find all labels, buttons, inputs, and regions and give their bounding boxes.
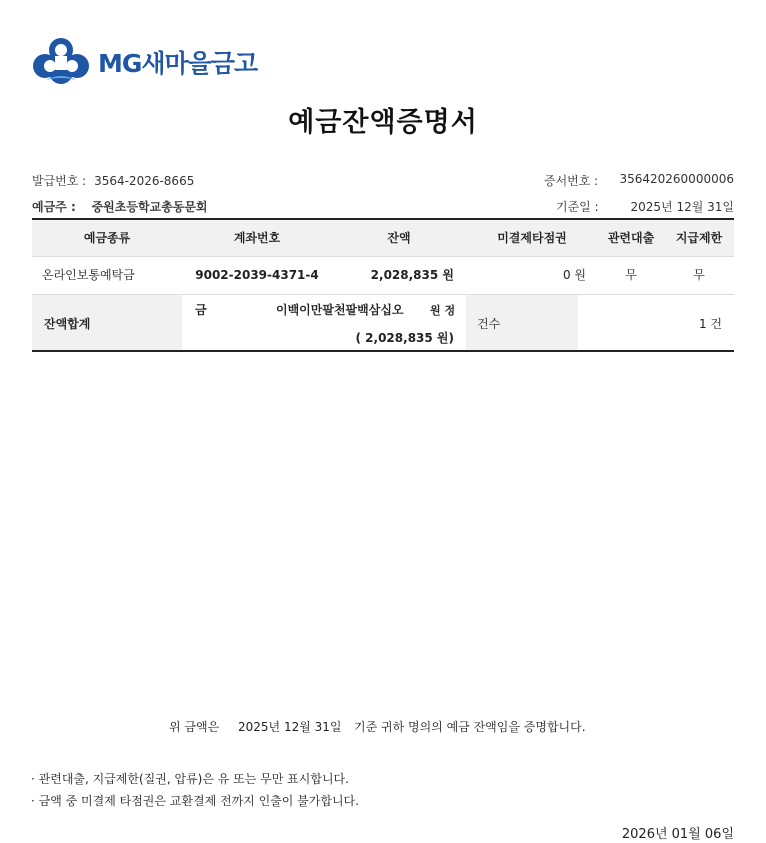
issue-date: 2026년 01월 06일: [621, 827, 734, 842]
note-2: · 금액 중 미결제 타점권은 교환결제 전까지 인출이 불가합니다.: [31, 794, 359, 808]
statement-date: 2025년 12월 31일: [238, 720, 342, 734]
cell-account-number: 9002-2039-4371-4: [195, 268, 319, 282]
cert-number-value: 356420260000006: [619, 172, 734, 186]
summary-count-label: 건수: [477, 317, 501, 331]
document-title: 예금잔액증명서: [288, 107, 478, 138]
brand-name: MG새마을금고: [98, 49, 258, 78]
base-date-label: 기준일 :: [556, 200, 599, 214]
summary-amount-prefix: 금: [195, 303, 207, 317]
header-payment-restriction: 지급제한: [675, 231, 723, 245]
cell-payment-restriction: 무: [693, 268, 705, 282]
cell-balance: 2,028,835 원: [370, 268, 454, 282]
cell-related-loan: 무: [625, 268, 637, 282]
statement-part2: 기준 귀하 명의의 예금 잔액임을 증명합니다.: [354, 720, 586, 734]
issue-number-label: 발급번호 :: [32, 174, 87, 188]
summary-amount-suffix: 원 정: [430, 304, 456, 317]
summary-amount-numeric: ( 2,028,835 원): [355, 331, 454, 345]
cert-number-label: 증서번호 :: [544, 174, 599, 188]
header-account-number: 계좌번호: [233, 231, 281, 245]
summary-count-value: 1 건: [698, 317, 722, 331]
owner: [32, 198, 208, 215]
note-1: · 관련대출, 지급제한(질권, 압류)은 유 또는 무만 표시합니다.: [31, 772, 349, 786]
summary-label: 잔액합계: [44, 317, 91, 331]
issue-number: [32, 172, 194, 189]
cell-deposit-type: 온라인보통예탁금: [42, 268, 135, 282]
header-deposit-type: 예금종류: [83, 231, 131, 245]
issue-number-value: 3564-2026-8665: [94, 174, 195, 188]
base-date-value: 2025년 12월 31일: [630, 200, 734, 214]
owner-label: 예금주 :: [32, 200, 76, 214]
header-balance: 잔액: [387, 231, 411, 245]
header-uncleared-checks: 미결제타점권: [497, 231, 567, 245]
brand-logo: [32, 36, 257, 88]
statement-part1: 위 금액은: [169, 720, 220, 734]
summary-amount-korean: 이백이만팔천팔백삼십오: [276, 303, 404, 317]
header-related-loan: 관련대출: [607, 231, 655, 245]
owner-value: 중원초등학교총동문회: [91, 200, 208, 214]
cell-uncleared-checks: 0 원: [562, 268, 586, 282]
table-bottom-border: [32, 350, 734, 352]
mg-cloud-logo-icon: [32, 36, 90, 88]
